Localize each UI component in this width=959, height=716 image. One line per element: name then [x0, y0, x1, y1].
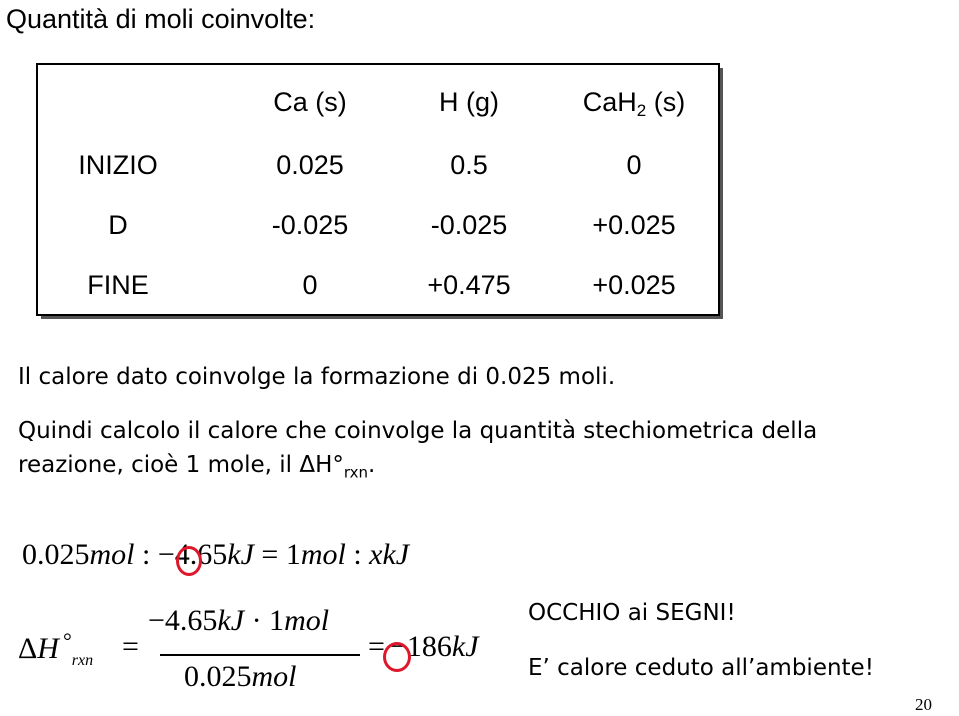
table-cell: 0.025 — [276, 150, 344, 180]
fraction-bar — [160, 654, 360, 656]
sign-warning: OCCHIO ai SEGNI! — [528, 600, 736, 626]
result-value: −186kJ — [390, 630, 479, 663]
table-cell: +0.475 — [427, 270, 511, 300]
table-cell: -0.025 — [271, 210, 349, 240]
heat-released-note: E’ calore ceduto all’ambiente! — [528, 655, 874, 681]
proportion-equation: 0.025mol : −4.65kJ = 1mol : xkJ — [22, 538, 410, 571]
result-equals: = — [368, 630, 385, 663]
fraction-denominator: 0.025mol — [184, 660, 297, 693]
row-label-fine: FINE — [87, 270, 149, 300]
result-minus-highlight — [383, 642, 411, 672]
delta-h-lhs: ΔH °$_{rxn}$ — [18, 628, 94, 669]
moles-table — [36, 63, 720, 316]
row-label-d: D — [108, 210, 128, 240]
minus-sign-highlight — [176, 546, 202, 576]
table-cell: +0.025 — [592, 210, 676, 240]
header-ca: Ca (s) — [273, 87, 347, 117]
equals-sign: = — [122, 630, 139, 663]
header-cah2: CaH$_2$ (s) — [582, 87, 686, 120]
table-cell: +0.025 — [592, 270, 676, 300]
paragraph-stoichiometric-line2: reazione, cioè 1 mole, il $\Delta H^\circ_{rxn}$. — [18, 452, 376, 482]
fraction-numerator: −4.65kJ · 1mol — [148, 604, 330, 637]
row-label-inizio: INIZIO — [78, 150, 158, 180]
table-cell: 0.5 — [450, 150, 488, 180]
slide-title: Quantità di moli coinvolte: — [6, 4, 316, 34]
table-cell: -0.025 — [430, 210, 508, 240]
page-number: 20 — [915, 695, 932, 714]
header-h: H (g) — [439, 87, 499, 117]
table-cell: 0 — [626, 150, 642, 180]
delta-symbol: Δ — [299, 452, 316, 478]
paragraph-heat-formation: Il calore dato coinvolge la formazione di 0.025 moli. — [18, 364, 616, 390]
table-cell: 0 — [302, 270, 318, 300]
paragraph-stoichiometric-line1: Quindi calcolo il calore che coinvolge la quantità stechiometrica della — [18, 418, 818, 444]
